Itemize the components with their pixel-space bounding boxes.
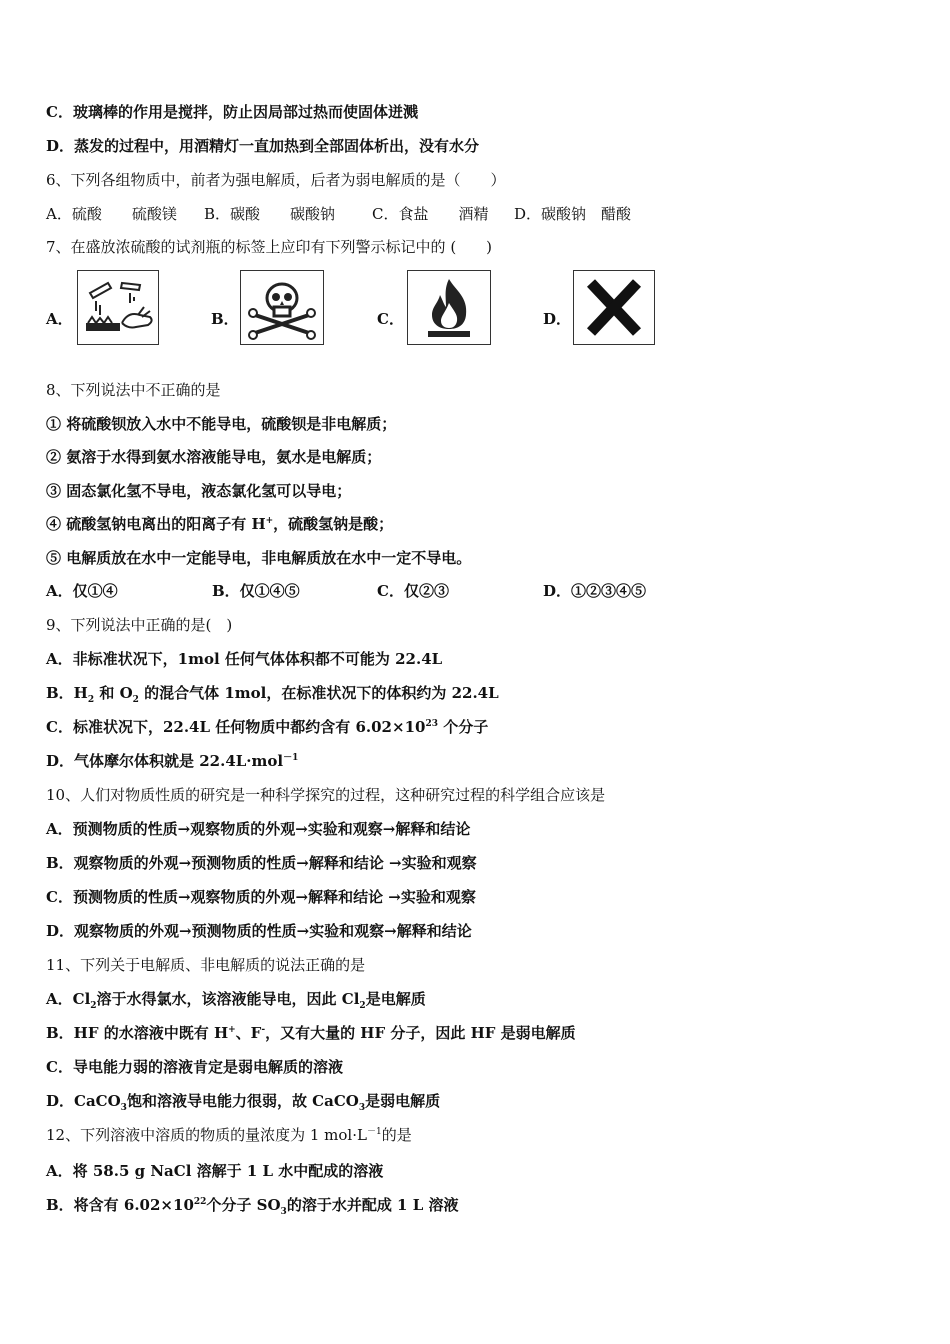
q7-sign-options — [46, 270, 686, 348]
q11-a-text-2: 溶于水得氯水，该溶液能导电，因此 Cl — [96, 990, 360, 1008]
q12-b-text-1: B．将含有 6.02×10 — [46, 1196, 194, 1214]
q11-b-text-3: ，又有大量的 HF 分子，因此 HF 是弱电解质 — [265, 1024, 576, 1042]
q12-b-text-2: 个分子 SO — [206, 1196, 281, 1214]
q11-stem: 11、下列关于电解质、非电解质的说法正确的是 — [46, 956, 366, 974]
q12-stem-text-1: 12、下列溶液中溶质的物质的量浓度为 1 mol·L — [46, 1126, 367, 1144]
q6-option-d: D．碳酸钠 醋酸 — [514, 205, 632, 223]
q11-b-text-2: 、F — [235, 1024, 262, 1042]
q12-option-b — [46, 1195, 458, 1215]
q11-d-text-3: 是弱电解质 — [365, 1092, 441, 1110]
q12-b-sub: 3 — [280, 1207, 287, 1217]
q6-option-c: C．食盐 酒精 — [372, 205, 489, 223]
q7-label-d: D． — [543, 310, 572, 328]
q6-option-b: B．碳酸 碳酸钠 — [204, 205, 336, 223]
q11-option-d — [46, 1091, 440, 1111]
q8-statement-3: ③ 固态氯化氢不导电，液态氯化氢可以导电； — [46, 482, 352, 500]
q8-statement-4 — [46, 514, 393, 534]
q11-option-b — [46, 1023, 576, 1043]
q6-stem: 6、下列各组物质中，前者为强电解质，后者为弱电解质的是（ ） — [46, 171, 506, 189]
q10-option-a: A．预测物质的性质→观察物质的外观→实验和观察→解释和结论 — [46, 820, 471, 838]
q11-d-sub-2: 3 — [358, 1103, 366, 1113]
q9-c-text-1: C．标准状况下，22.4L 任何物质中都约含有 6.02×10 — [46, 718, 426, 736]
q10-stem: 10、人们对物质性质的研究是一种科学探究的过程，这种研究过程的科学组合应该是 — [46, 786, 606, 804]
q11-option-a — [46, 989, 426, 1009]
q7-label-c: C． — [377, 310, 404, 328]
q9-d-text: D．气体摩尔体积就是 22.4L·mol — [46, 752, 284, 770]
harmful-x-icon — [573, 270, 655, 345]
flammable-flame-icon — [407, 270, 491, 345]
toxic-skull-icon — [240, 270, 324, 345]
q8-s4-text-end: ，硫酸氢钠是酸； — [273, 515, 394, 533]
q11-d-sub-1: 3 — [120, 1103, 127, 1113]
q8-option-b: B．仅①④⑤ — [212, 582, 300, 600]
q9-option-a: A．非标准状况下，1mol 任何气体体积都不可能为 22.4L — [46, 650, 443, 668]
q6-options — [46, 204, 631, 224]
q9-b-text-2: 和 O — [94, 684, 133, 702]
q12-stem — [46, 1125, 412, 1145]
q10-option-c: C．预测物质的性质→观察物质的外观→解释和结论 →实验和观察 — [46, 888, 476, 906]
q9-b-text-3: 的混合气体 1mol，在标准状况下的体积约为 22.4L — [138, 684, 499, 702]
q7-label-a: A． — [46, 310, 73, 328]
q5-option-c: C．玻璃棒的作用是搅拌，防止因局部过热而使固体迸溅 — [46, 103, 418, 121]
q12-stem-text-2: 的是 — [381, 1126, 412, 1144]
q8-statement-2: ② 氨溶于水得到氨水溶液能导电，氨水是电解质； — [46, 448, 382, 466]
q9-c-text-2: 个分子 — [437, 718, 489, 736]
q8-s4-text: ④ 硫酸氢钠电离出的阳离子有 H — [46, 515, 266, 533]
q8-option-c: C．仅②③ — [377, 582, 449, 600]
q9-option-c — [46, 717, 488, 737]
q9-b-sub-1: 2 — [87, 695, 95, 705]
q11-a-text-3: 是电解质 — [365, 990, 426, 1008]
q11-a-sub-1: 2 — [90, 1001, 97, 1011]
q12-option-a: A．将 58.5 g NaCl 溶解于 1 L 水中配成的溶液 — [46, 1162, 384, 1180]
q9-option-b — [46, 683, 499, 703]
q8-statement-1: ① 将硫酸钡放入水中不能导电，硫酸钡是非电解质； — [46, 415, 397, 433]
q12-b-text-3: 的溶于水并配成 1 L 溶液 — [286, 1196, 459, 1214]
q11-b-text-1: B．HF 的水溶液中既有 H — [46, 1024, 229, 1042]
q11-b-sup-2: - — [261, 1025, 266, 1035]
q6-option-a: A．硫酸 硫酸镁 — [46, 205, 177, 223]
q8-s4-superscript: + — [265, 516, 274, 526]
q5-option-d: D．蒸发的过程中，用酒精灯一直加热到全部固体析出，没有水分 — [46, 137, 480, 155]
q10-option-b: B．观察物质的外观→预测物质的性质→解释和结论 →实验和观察 — [46, 854, 477, 872]
q12-b-sup: 22 — [193, 1197, 207, 1207]
q11-a-text-1: A．Cl — [46, 990, 91, 1008]
q11-d-text-2: 饱和溶液导电能力很弱，故 CaCO — [126, 1092, 359, 1110]
q9-stem: 9、下列说法中正确的是( ) — [46, 616, 233, 634]
q7-stem: 7、在盛放浓硫酸的试剂瓶的标签上应印有下列警示标记中的 ( ) — [46, 238, 493, 256]
q7-label-b: B． — [211, 310, 239, 328]
corrosive-icon — [77, 270, 159, 345]
q9-c-sup: 23 — [425, 719, 438, 729]
q9-option-d — [46, 751, 298, 771]
q9-d-sup: －1 — [283, 753, 299, 763]
q8-option-d: D．①②③④⑤ — [543, 582, 647, 600]
q8-option-a: A．仅①④ — [46, 582, 118, 600]
q10-option-d: D．观察物质的外观→预测物质的性质→实验和观察→解释和结论 — [46, 922, 472, 940]
q12-stem-sup: －1 — [366, 1127, 382, 1137]
q9-b-text-1: B．H — [46, 684, 88, 702]
q8-options — [46, 581, 646, 601]
q8-stem: 8、下列说法中不正确的是 — [46, 381, 221, 399]
q8-statement-5: ⑤ 电解质放在水中一定能导电，非电解质放在水中一定不导电。 — [46, 549, 472, 567]
q11-b-sup-1: + — [228, 1025, 236, 1035]
q9-b-sub-2: 2 — [132, 695, 139, 705]
q11-d-text-1: D．CaCO — [46, 1092, 121, 1110]
q11-a-sub-2: 2 — [359, 1001, 366, 1011]
q11-option-c: C．导电能力弱的溶液肯定是弱电解质的溶液 — [46, 1058, 343, 1076]
